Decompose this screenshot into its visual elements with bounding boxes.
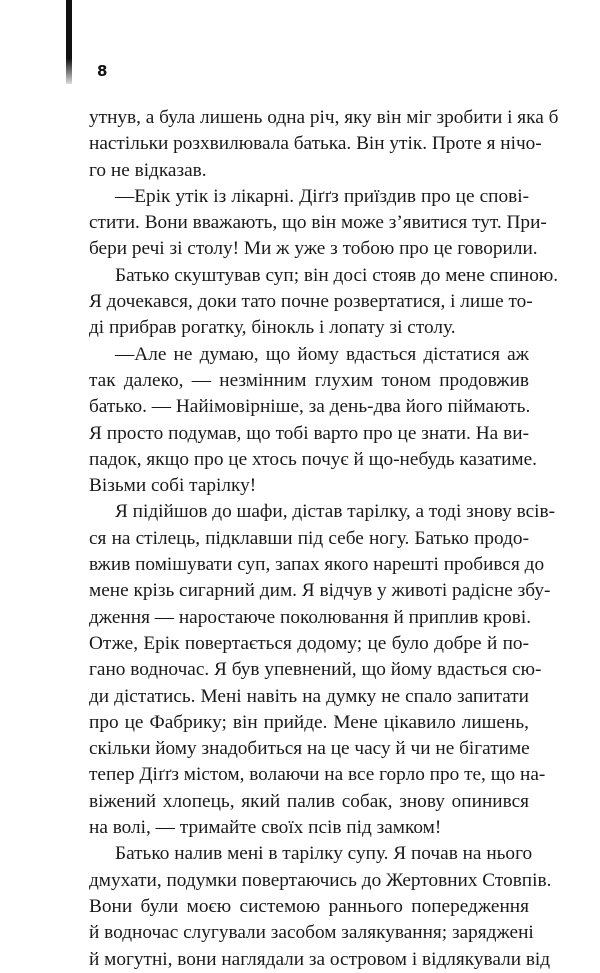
- text-line: ся на стілець, підклавши під себе ногу. Батько продо-: [89, 527, 529, 549]
- paragraph: [89, 105, 559, 184]
- paragraph: [89, 342, 537, 500]
- page-edge-bar: [66, 0, 72, 84]
- paragraph: [89, 263, 559, 342]
- text-line: на волі, — тримайте своїх псів під замком!: [89, 817, 442, 839]
- body-text: [89, 105, 559, 973]
- text-line: дмухати, подумки повертаючись до Жертовних Стовпів.: [89, 869, 552, 891]
- text-line: настільки розхвилювала батька. Він утік. Проте я нічо-: [89, 133, 542, 155]
- paragraph: [89, 184, 547, 263]
- text-line: віжений хлопець, який палив собак, знову опинився: [89, 790, 529, 812]
- paragraph: [89, 499, 556, 841]
- text-line: мене крізь сигарний дим. Я відчув у животі радісне збу-: [89, 580, 551, 602]
- text-line: вжив помішувати суп, запах якого нарешті пробився до: [89, 554, 545, 576]
- text-line: —Але не думаю, що йому вдасться дістатися аж: [115, 343, 529, 365]
- text-line: го не відказав.: [89, 159, 207, 181]
- text-line: тепер Діґґз містом, волаючи на все горло про те, що на-: [89, 764, 546, 786]
- text-line: Я просто подумав, що тобі варто про це знати. На ви-: [89, 422, 529, 444]
- text-line: про це Фабрику; він прийде. Мене цікавило лишень,: [89, 711, 529, 733]
- page-number: 8: [97, 62, 108, 80]
- text-line: Вони були моєю системою раннього попередження: [89, 895, 529, 917]
- text-line: Я дочекався, доки тато почне розвертатися, і лише то-: [89, 291, 533, 313]
- text-line: дження — наростаюче поколювання й приплив крові.: [89, 606, 532, 628]
- text-line: Візьми собі тарілку!: [89, 475, 257, 497]
- text-line: утнув, а була лишень одна річ, яку він міг зробити і яка б: [89, 107, 559, 128]
- text-line: стити. Вони вважають, що він може з’явитися тут. При-: [89, 212, 547, 234]
- text-line: Отже, Ерік повертається додому; це було добре й по-: [89, 632, 529, 654]
- text-line: гано водночас. Я був упевнений, що йому вдасться сю-: [89, 659, 542, 681]
- text-line: батько. — Найімовірніше, за день-два його піймають.: [89, 396, 531, 418]
- text-line: Батько налив мені в тарілку супу. Я почав на нього: [115, 843, 533, 865]
- text-line: падок, якщо про це хтось почує й що-небудь казатиме.: [89, 448, 537, 470]
- text-line: Батько скуштував суп; він досі стояв до мене спиною.: [115, 264, 559, 286]
- text-line: й водночас слугували засобом залякування; заряджені: [89, 922, 534, 944]
- text-line: Я підійшов до шафи, дістав тарілку, а тоді знову всів-: [115, 501, 556, 523]
- text-line: —Ерік утік із лікарні. Діґґз приїздив про це спові-: [115, 185, 529, 207]
- text-line: ді прибрав рогатку, бінокль і лопату зі столу.: [89, 317, 456, 339]
- text-line: так далеко, — незмінним глухим тоном продовжив: [89, 369, 529, 391]
- text-line: ди дістатись. Мені навіть на думку не спало запитати: [89, 685, 529, 707]
- text-line: бери речі зі столу! Ми ж уже з тобою про це говорили.: [89, 238, 538, 260]
- text-line: й могутні, вони наглядали за островом і відлякували від: [89, 948, 551, 970]
- paragraph: [89, 841, 552, 972]
- text-line: скільки йому знадобиться на це часу й чи не бігатиме: [89, 738, 530, 760]
